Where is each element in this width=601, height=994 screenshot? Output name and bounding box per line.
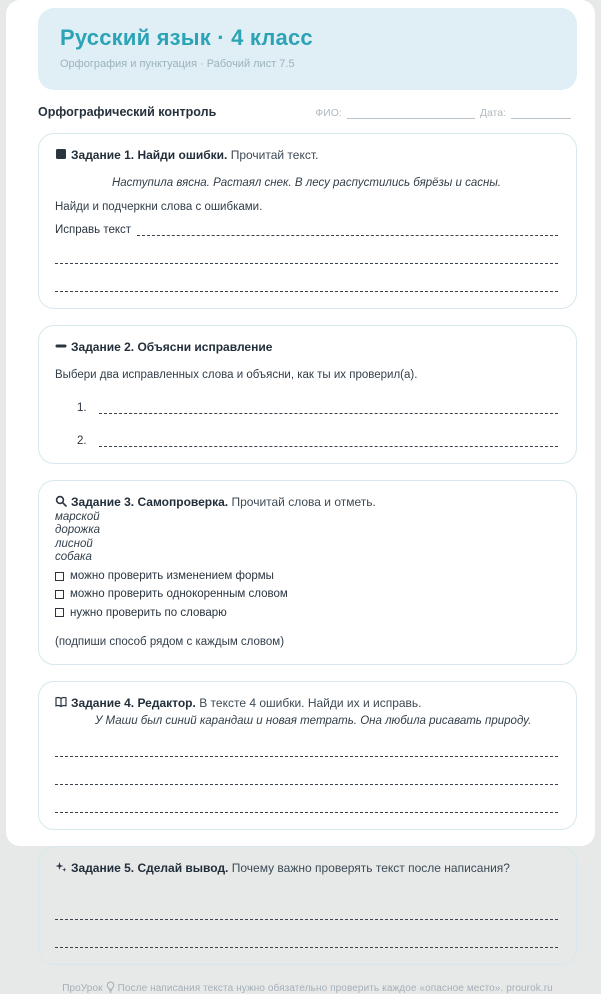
- option-label: можно проверить однокоренным словом: [70, 588, 288, 601]
- checkbox-icon[interactable]: [55, 590, 64, 599]
- writing-line[interactable]: [55, 896, 558, 920]
- dash-icon: [55, 340, 67, 352]
- writing-line[interactable]: [55, 240, 558, 264]
- option-label: нужно проверить по словарю: [70, 606, 227, 619]
- magnifier-icon: [55, 495, 67, 507]
- task-1-quote: Наступила вясна. Растаял снек. В лесу распустились бярёзы и сасны.: [111, 177, 502, 190]
- page-title: Русский язык · 4 класс: [60, 25, 313, 50]
- task-2-heading: [55, 339, 558, 355]
- meta-fields: [315, 107, 571, 119]
- header-card: [38, 8, 577, 90]
- writing-line[interactable]: [55, 761, 558, 785]
- task-card-2: [38, 325, 577, 464]
- task-2-answer-1: [77, 397, 558, 414]
- fio-input-line[interactable]: [347, 109, 475, 119]
- date-input-line[interactable]: [511, 109, 571, 119]
- task-2-body: Выбери два исправленных слова и объясни, как ты их проверил(а).: [55, 369, 418, 382]
- task-1-title: Задание 1. Найди ошибки.: [71, 148, 228, 162]
- task-5-title: Задание 5. Сделай вывод.: [71, 861, 229, 876]
- checkbox-icon[interactable]: [55, 572, 64, 581]
- task-1-fix-label: Исправь текст: [55, 224, 132, 237]
- date-label: Дата:: [479, 107, 506, 119]
- task-1-heading: [55, 147, 558, 163]
- task-2-answer-2: [77, 430, 558, 447]
- worksheet-page: [6, 0, 595, 994]
- word-item: лисной: [55, 537, 93, 550]
- task-card-4: [38, 681, 577, 830]
- task-3-option-1[interactable]: [55, 569, 558, 583]
- writing-line[interactable]: [55, 924, 558, 948]
- task-4-title: Задание 4. Редактор.: [71, 695, 196, 710]
- task-4-quote: У Маши был синий карандаш и новая тетрать. Она любила рисавать природу.: [95, 715, 532, 728]
- footer-text: После написания текста нужно обязательно проверить каждое «опасное место».: [117, 983, 504, 994]
- footer-site[interactable]: prourok.ru: [506, 983, 553, 994]
- footer: [38, 981, 577, 994]
- task-5-heading: [55, 860, 558, 876]
- footer-brand: ПроУрок: [62, 983, 103, 994]
- square-icon: [55, 148, 67, 160]
- writing-line[interactable]: [55, 789, 558, 813]
- task-3-option-3[interactable]: [55, 606, 558, 620]
- task-2-title: Задание 2. Объясни исправление: [71, 340, 273, 355]
- task-card-1: [38, 133, 577, 309]
- lightbulb-icon: [106, 981, 115, 993]
- task-1-sub-instruction: Найди и подчеркни слова с ошибками.: [55, 201, 263, 214]
- task-3-instruction: Прочитай слова и отметь.: [231, 495, 376, 510]
- task-3-heading: [55, 494, 558, 510]
- section-title: Орфографический контроль: [38, 105, 217, 119]
- task-3-title: Задание 3. Самопроверка.: [71, 495, 229, 510]
- task-4-heading: [55, 695, 558, 711]
- checkbox-icon[interactable]: [55, 608, 64, 617]
- page-subtitle: Орфография и пунктуация · Рабочий лист 7.5: [60, 58, 295, 70]
- task-card-3: [38, 480, 577, 665]
- fio-label: ФИО:: [315, 107, 342, 119]
- writing-line[interactable]: [55, 268, 558, 292]
- word-item: дорожка: [55, 524, 101, 537]
- task-1-fix-row: [55, 219, 558, 236]
- task-3-option-2[interactable]: [55, 587, 558, 601]
- task-5-instruction: Почему важно проверять текст после написания?: [231, 861, 510, 876]
- word-item: марской: [55, 510, 100, 523]
- task-card-5: [38, 846, 577, 965]
- task-3-note: (подпиши способ рядом с каждым словом): [55, 635, 285, 648]
- option-label: можно проверить изменением формы: [70, 569, 274, 582]
- list-number: 1.: [77, 402, 87, 415]
- task-3-word-list: [55, 511, 558, 565]
- writing-line[interactable]: [137, 223, 558, 236]
- task-1-instruction: Прочитай текст.: [230, 148, 319, 162]
- writing-line[interactable]: [55, 733, 558, 757]
- sparkle-icon: [55, 861, 67, 873]
- task-4-instruction: В тексте 4 ошибки. Найди их и исправь.: [199, 695, 422, 710]
- section-row: [38, 105, 577, 119]
- word-item: собака: [55, 551, 92, 564]
- book-icon: [55, 696, 67, 708]
- writing-line[interactable]: [99, 401, 558, 414]
- writing-line[interactable]: [99, 434, 558, 447]
- list-number: 2.: [77, 435, 87, 448]
